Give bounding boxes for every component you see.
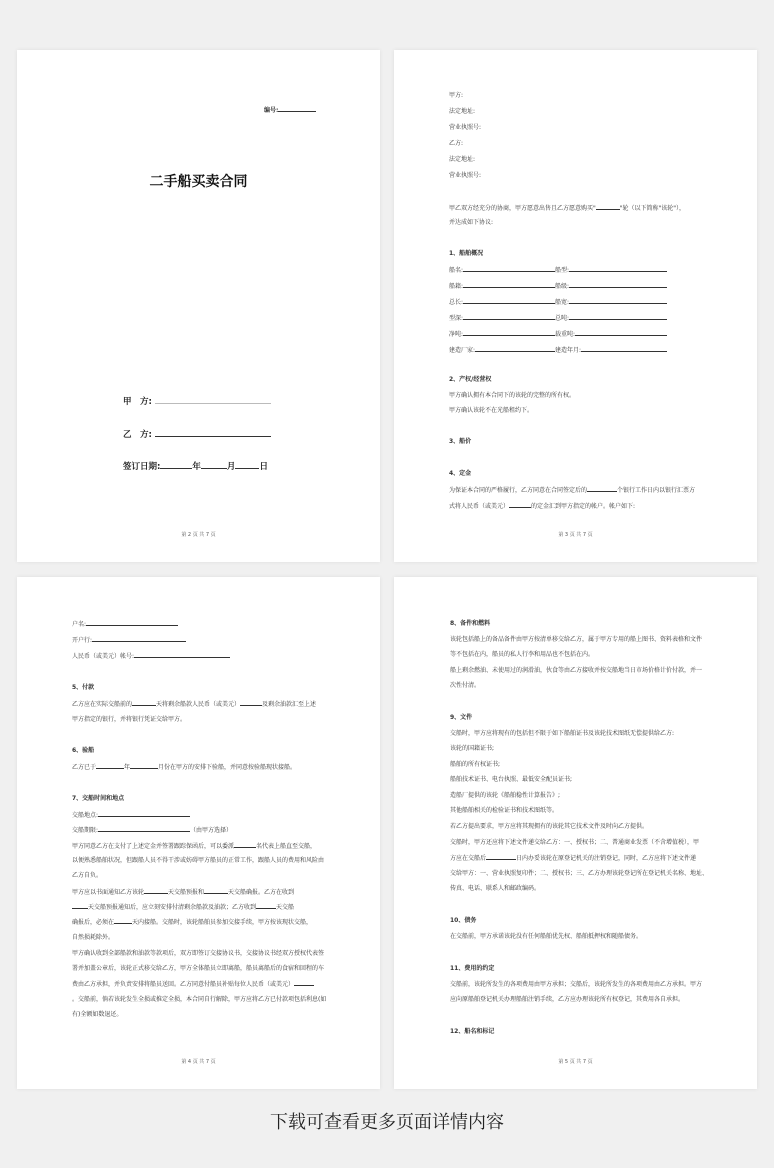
doc-item: 船舶技术证书、电台执照、最低安全配员证书;	[450, 776, 573, 783]
clause-line: 确报后，必须在 天内接船。交船时，该轮船舶员参加交接手续，甲方按该现状交船，	[72, 919, 313, 926]
section-heading: 4、定金	[449, 470, 472, 477]
page-number: 第 2 页 共 7 页	[181, 532, 216, 538]
section-heading: 2、产权/经营权	[449, 376, 492, 383]
section-heading: 11、费用的约定	[450, 965, 495, 972]
clause-line: 以便熟悉船舶状况，但跟船人员不得干涉或妨碍甲方船员的正常工作，跟船人员的费用和风险由	[72, 857, 325, 864]
clause-line: 传真、电话、联系人和邮政编码。	[450, 885, 541, 892]
clause-line: 甲方确认收到全部船款和油款等款项后，双方即签订交接协议书，交接协议书经双方授权代表签	[72, 950, 325, 957]
clause-line: 乙方已于 年 月份在甲方的安排下验船，并同意按验船现状接船。	[72, 764, 297, 771]
sign-date-line: 签订日期: 年 月 日	[123, 462, 268, 472]
intro-line: 甲乙双方经充分的协商，甲方愿意出售且乙方愿意购买" "轮（以下简称"该轮"），	[449, 205, 686, 212]
clause-line: 等不包括在内，船员的私人行李和用品也不包括在内。	[450, 651, 595, 658]
account-line: 户名:	[72, 620, 178, 629]
doc-item: 造船厂提供的该轮《船舶稳性计算报告》;	[450, 792, 561, 799]
page-number: 第 5 页 共 7 页	[558, 1059, 593, 1065]
spec-row: 建造厂家: 建造年月:	[449, 346, 667, 355]
clause-line: 船上剩余燃油、未使用过的润滑油，伙食等由乙方接收并按交船地当日市场价格计价付款，并一	[450, 667, 703, 674]
page-cover	[17, 50, 380, 562]
page-4	[17, 577, 380, 1089]
account-line: 开户行:	[72, 636, 186, 645]
section-heading: 1、船舶概况	[449, 250, 484, 257]
account-line: 人民币（或美元）帐号:	[72, 652, 230, 661]
section-heading: 10、债务	[450, 917, 477, 924]
clause-line: 天交船预报通知后，应立刻安排付清剩余船款及油款；乙方收到 天交船	[72, 903, 294, 912]
section-heading: 3、船价	[449, 438, 472, 445]
spec-row: 船籍: 船级:	[449, 282, 667, 291]
section-heading: 9、文件	[450, 714, 473, 721]
party-a-line: 甲 方:	[123, 395, 271, 407]
clause-line: 次性付清。	[450, 682, 481, 689]
contract-number: 编号:	[264, 105, 316, 114]
doc-item: 该轮的国籍证书;	[450, 745, 495, 752]
page-3	[394, 50, 757, 562]
spec-row: 净吨: 载重吨:	[449, 330, 667, 339]
party-b-license: 营业执照号:	[449, 172, 482, 179]
page-5	[394, 577, 757, 1089]
clause-line: 为保证本合同的严格履行，乙方同意在合同签定后的 个银行工作日内以银行汇票方	[449, 487, 696, 494]
clause-line: 在交船前，甲方承诺该轮没有任何船舶优先权、船舶抵押权和随船债务。	[450, 933, 643, 940]
clause-line: 若乙方提出要求，甲方应将其现拥有的该轮其它技术文件及时向乙方提供。	[450, 823, 649, 830]
clause-line: 应向原船舶登记机关办理船舶注销手续，乙方应办理该轮所有权登记，其费用各自承担。	[450, 996, 685, 1003]
section-heading: 8、备件和燃料	[450, 620, 491, 627]
page-number: 第 3 页 共 7 页	[558, 532, 593, 538]
section-heading: 5、付款	[72, 684, 95, 691]
clause-line: 甲方确认该轮不在光船租约下。	[449, 407, 534, 414]
party-b-line: 乙 方:	[123, 428, 271, 440]
party-a-address: 法定地址:	[449, 108, 476, 115]
party-a-license: 营业执照号:	[449, 124, 482, 131]
spec-row: 船名: 船型:	[449, 266, 667, 275]
download-more-caption: 下载可查看更多页面详情内容	[270, 1112, 504, 1133]
clause-line: 交船地点:	[72, 811, 190, 820]
clause-line: 甲方确认拥有本合同下的该轮的完整的所有权。	[449, 392, 576, 399]
clause-line: 有)全额如数退还。	[72, 1011, 123, 1018]
clause-line: 交给甲方：一、营业执照复印件；二、授权书；三、乙方办理该轮登记所在登记机关名称、地址、	[450, 870, 709, 877]
party-b-label: 乙方:	[449, 140, 464, 147]
clause-line: 署并加盖公章后，该轮正式移交给乙方，甲方全体船员立即离船，船员离船后的食宿和回程的车	[72, 965, 325, 972]
clause-line: 自然损耗除外。	[72, 934, 115, 941]
spec-row: 总长: 船宽:	[449, 298, 667, 307]
clause-line: 费由乙方承担，并负责安排将船员送回。乙方同意付船员补贴每位人民币（或美元）	[72, 980, 314, 989]
clause-line: 交船时，甲方应将现有的包括但不限于如下船舶证书及该轮技术图纸无偿提供给乙方:	[450, 730, 675, 737]
section-heading: 7、交船时间和地点	[72, 795, 125, 802]
clause-line: 乙方应在实际交船前的 天将剩余船款人民币（或美元） 及剩余油款汇至上述	[72, 701, 317, 708]
contract-title: 二手船买卖合同	[149, 174, 248, 190]
clause-line: 交船前，该轮所发生的各项费用由甲方承担；交船后，该轮所发生的各项费用由乙方承担。甲方	[450, 981, 703, 988]
clause-line: 交船期限: （由甲方选择）	[72, 827, 233, 834]
doc-item: 船舶的所有权证书;	[450, 761, 501, 768]
clause-line: 方应在交船后 日内办妥该轮在原登记机关的注销登记，同时，乙方应将下述文件递	[450, 855, 697, 862]
clause-line: 交船时，甲方还应将下述文件递交给乙方：一、授权书；二、普通商业发票（不含增值税），甲	[450, 839, 700, 846]
clause-line: 甲方同意乙方在支付了上述定金并签署跟踪保函后，可以委派 名代表上船直至交船，	[72, 843, 317, 850]
spec-row: 型深: 总吨:	[449, 314, 667, 323]
clause-line: 该轮包括船上的备品备件由甲方按清单移交给乙方，属于甲方专用的船上图书、资料表格和文件	[450, 636, 703, 643]
page-number: 第 4 页 共 7 页	[181, 1059, 216, 1065]
clause-line: 式将人民币（或美元） 的定金汇到甲方指定的帐户。帐户如下:	[449, 503, 636, 510]
clause-line: 甲方指定的银行，并将银行凭证交给甲方。	[72, 716, 187, 723]
intro-line: 并达成如下协议:	[449, 219, 494, 226]
party-a-label: 甲方:	[449, 92, 464, 99]
section-heading: 6、验船	[72, 747, 95, 754]
section-heading: 12、船名和标记	[450, 1028, 495, 1035]
doc-item: 其他船舶相关的检验证书和技术图纸等。	[450, 807, 559, 814]
clause-line: 甲方应以书面通知乙方该轮 天交船预报和 天交船确报。乙方在收到	[72, 889, 295, 896]
clause-line: 乙方自负。	[72, 872, 103, 879]
party-b-address: 法定地址:	[449, 156, 476, 163]
clause-line: 。交船前，倘若该轮发生全损或推定全损，本合同自行解除，甲方应将乙方已付款项包括利息(如	[72, 996, 327, 1003]
